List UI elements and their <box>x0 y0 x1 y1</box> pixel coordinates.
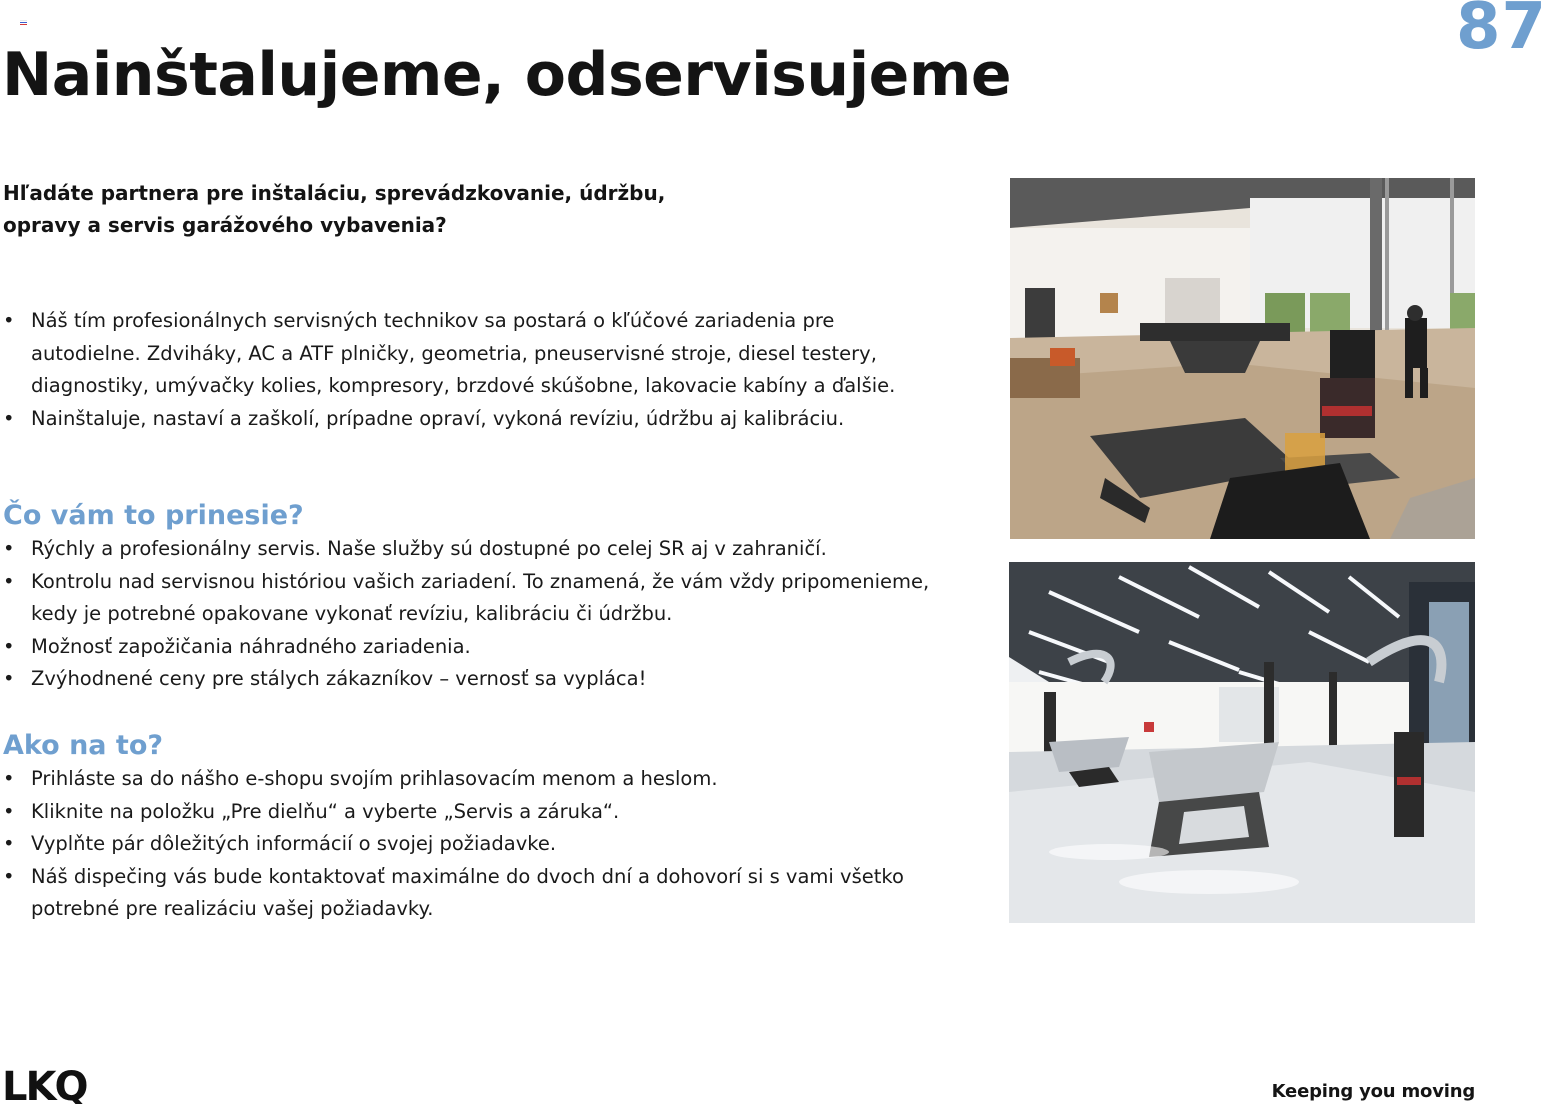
benefits-list <box>3 533 963 696</box>
services-section <box>3 305 963 435</box>
list-item: • Náš tím profesionálnych servisných technikov sa postará o kľúčové zariadenia pre autodielne. Zdviháky, AC a ATF plničky, geometria, pneuservisné stroje, diesel testery, diagnostiky, umývačky kolies, kompresory, brzdové skúšobne, lakovacie kabíny a ďalšie. <box>3 305 931 403</box>
list-item: • Kontrolu nad servisnou históriou vašich zariadení. To znamená, že vám vždy pripomenieme, kedy je potrebné opakovane vykonať revíziu, kalibráciu či údržbu. <box>3 566 931 631</box>
logo-text: LKQ <box>2 1068 87 1104</box>
howto-section <box>3 729 963 926</box>
intro-line-2: opravy a servis garážového vybavenia? <box>3 213 447 237</box>
list-item: • Vyplňte pár dôležitých informácií o svojej požiadavke. <box>3 828 963 861</box>
list-item: • Rýchly a profesionálny servis. Naše služby sú dostupné po celej SR aj v zahraničí. <box>3 533 963 566</box>
page-number: 87 <box>1455 0 1547 64</box>
list-item: • Zvýhodnené ceny pre stálych zákazníkov – vernosť sa vypláca! <box>3 663 963 696</box>
lkq-logo <box>2 1068 124 1104</box>
list-item: • Náš dispečing vás bude kontaktovať maximálne do dvoch dní a dohovorí si s vami všetko potrebné pre realizáciu vašej požiadavky. <box>3 861 941 926</box>
tagline: Keeping you moving <box>1271 1081 1475 1102</box>
list-item: • Prihláste sa do nášho e-shopu svojím prihlasovacím menom a heslom. <box>3 763 963 796</box>
list-item: • Nainštaluje, nastaví a zaškolí, prípadne opraví, vykoná revíziu, údržbu aj kalibráciu. <box>3 403 963 436</box>
service-hall-photo <box>1009 562 1475 923</box>
benefits-heading: Čo vám to prinesie? <box>3 500 304 531</box>
list-item: • Kliknite na položku „Pre dielňu“ a vyberte „Servis a záruka“. <box>3 796 963 829</box>
services-list <box>3 305 963 435</box>
page-title: Nainštalujeme, odservisujeme <box>2 40 1012 110</box>
language-flag-icon <box>20 20 27 25</box>
benefits-section <box>3 499 963 696</box>
howto-heading: Ako na to? <box>3 730 164 761</box>
workshop-installation-photo <box>1010 178 1475 539</box>
howto-list <box>3 763 963 926</box>
intro-question <box>3 177 703 241</box>
list-item: • Možnosť zapožičania náhradného zariadenia. <box>3 631 963 664</box>
intro-line-1: Hľadáte partnera pre inštaláciu, sprevádzkovanie, údržbu, <box>3 181 666 205</box>
